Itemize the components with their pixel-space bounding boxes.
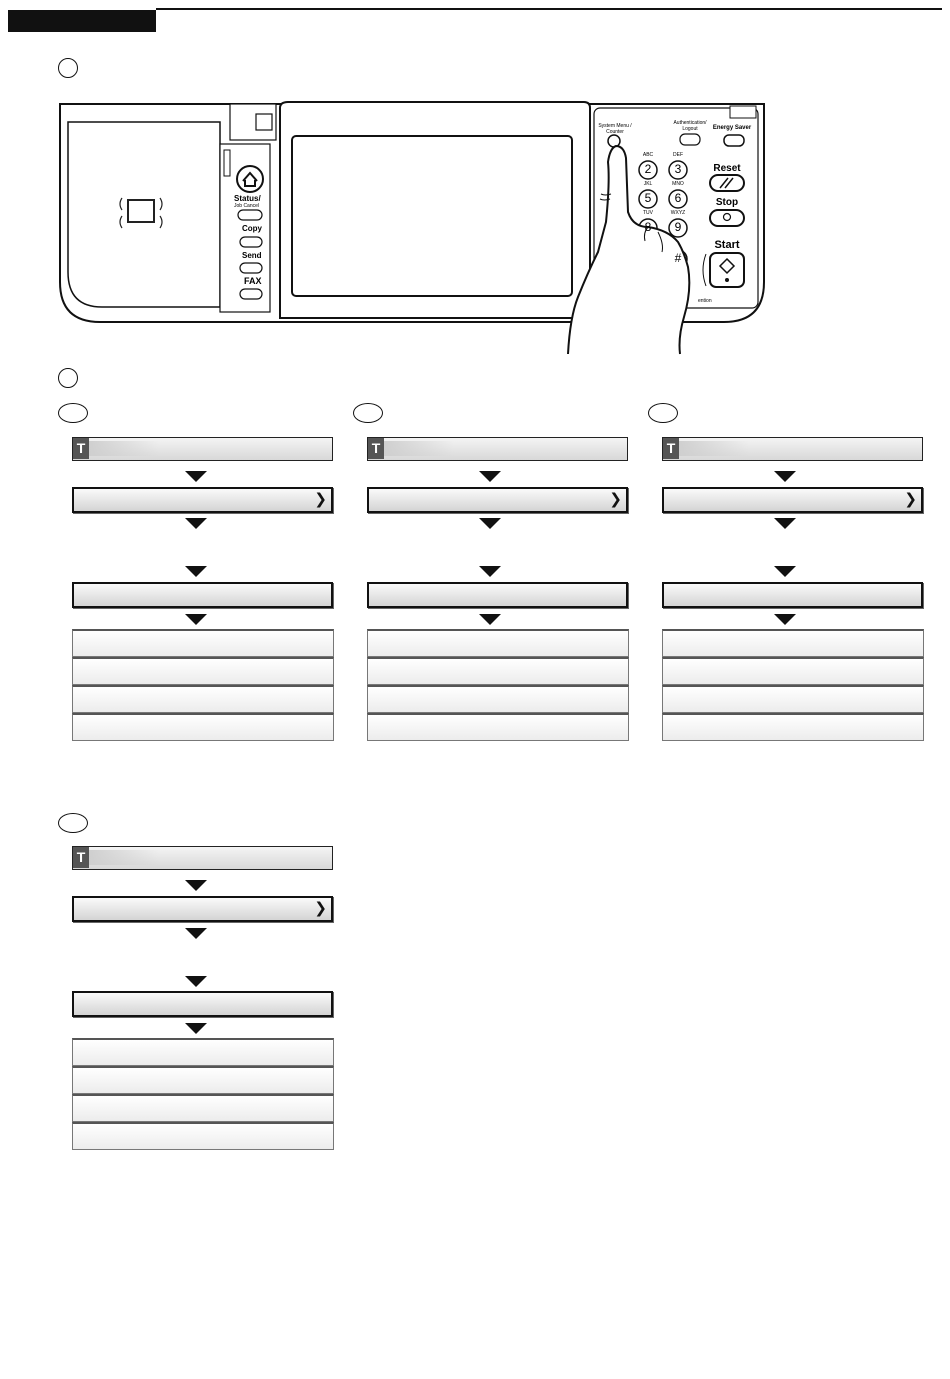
down-arrow-icon [479, 518, 501, 529]
menu-item-button[interactable] [72, 487, 333, 513]
down-arrow-icon [185, 518, 207, 529]
start-label: Start [714, 239, 740, 251]
option-row[interactable] [72, 1066, 334, 1094]
job-cancel-label: Job Cancel [234, 203, 260, 209]
setting-button[interactable] [662, 582, 923, 608]
tools-icon: T [368, 438, 384, 459]
key-2-letters: ABC [642, 152, 654, 158]
option-row[interactable] [662, 713, 924, 741]
sub-step-marker-3 [648, 403, 678, 423]
option-row[interactable] [72, 629, 334, 657]
send-label: Send [242, 251, 262, 260]
operation-panel-illustration [58, 102, 766, 324]
title-placeholder [679, 441, 749, 456]
option-row[interactable] [72, 685, 334, 713]
option-row[interactable] [72, 1094, 334, 1122]
option-row[interactable] [72, 1122, 334, 1150]
energy-saver-label: Energy Saver [712, 125, 752, 131]
chevron-right-icon: ❯ [904, 491, 917, 508]
option-row[interactable] [72, 657, 334, 685]
tools-icon: T [663, 438, 679, 459]
setting-button[interactable] [72, 991, 333, 1017]
down-arrow-icon [185, 1023, 207, 1034]
sub-step-marker-2 [353, 403, 383, 423]
stop-label: Stop [715, 197, 739, 208]
down-arrow-icon [774, 518, 796, 529]
key-9: 9 [674, 220, 682, 234]
key-6: 6 [674, 191, 682, 205]
step-1-marker [58, 58, 78, 78]
header-black-bar [8, 10, 156, 32]
reset-label: Reset [713, 163, 741, 174]
option-row[interactable] [662, 685, 924, 713]
option-row[interactable] [72, 713, 334, 741]
header-rule [156, 8, 942, 10]
option-row[interactable] [367, 657, 629, 685]
key-6-letters: MNO [672, 181, 684, 187]
sub-step-marker-4 [58, 813, 88, 833]
chevron-right-icon: ❯ [314, 491, 327, 508]
menu-item-button[interactable] [367, 487, 628, 513]
down-arrow-icon [479, 614, 501, 625]
option-row[interactable] [662, 629, 924, 657]
key-8-letters: TUV [643, 210, 653, 216]
system-menu-titlebar [72, 437, 333, 461]
down-arrow-icon [185, 976, 207, 987]
option-row[interactable] [662, 657, 924, 685]
down-arrow-icon [185, 471, 207, 482]
down-arrow-icon [185, 880, 207, 891]
menu-item-button[interactable] [72, 896, 333, 922]
key-9-letters: WXYZ [670, 210, 686, 216]
key-hash: # [674, 251, 682, 265]
menu-item-button[interactable] [662, 487, 923, 513]
attention-label: ention [698, 298, 712, 304]
setting-button[interactable] [367, 582, 628, 608]
down-arrow-icon [185, 928, 207, 939]
key-8: 8 [644, 220, 652, 234]
sub-step-marker-1 [58, 403, 88, 423]
option-row[interactable] [367, 713, 629, 741]
system-menu-titlebar [367, 437, 628, 461]
down-arrow-icon [774, 614, 796, 625]
chevron-right-icon: ❯ [609, 491, 622, 508]
title-placeholder [384, 441, 454, 456]
system-menu-label: System Menu / Counter [598, 123, 632, 135]
chevron-right-icon: ❯ [314, 900, 327, 917]
down-arrow-icon [185, 566, 207, 577]
key-5: 5 [644, 191, 652, 205]
title-placeholder [89, 850, 159, 865]
system-menu-titlebar [72, 846, 333, 870]
down-arrow-icon [774, 471, 796, 482]
key-2: 2 [644, 162, 652, 176]
title-placeholder [89, 441, 159, 456]
key-3: 3 [674, 162, 682, 176]
tools-icon: T [73, 847, 89, 868]
down-arrow-icon [479, 471, 501, 482]
status-label: Status/ [234, 194, 261, 203]
key-3-letters: DEF [673, 152, 683, 158]
system-menu-titlebar [662, 437, 923, 461]
step-2-marker [58, 368, 78, 388]
option-row[interactable] [367, 685, 629, 713]
down-arrow-icon [774, 566, 796, 577]
fax-label: FAX [244, 276, 262, 286]
option-row[interactable] [367, 629, 629, 657]
down-arrow-icon [479, 566, 501, 577]
option-row[interactable] [72, 1038, 334, 1066]
down-arrow-icon [185, 614, 207, 625]
key-5-letters: JKL [643, 181, 653, 187]
setting-button[interactable] [72, 582, 333, 608]
auth-label: Authentication/ Logout [673, 120, 707, 132]
tools-icon: T [73, 438, 89, 459]
copy-label: Copy [242, 224, 262, 233]
